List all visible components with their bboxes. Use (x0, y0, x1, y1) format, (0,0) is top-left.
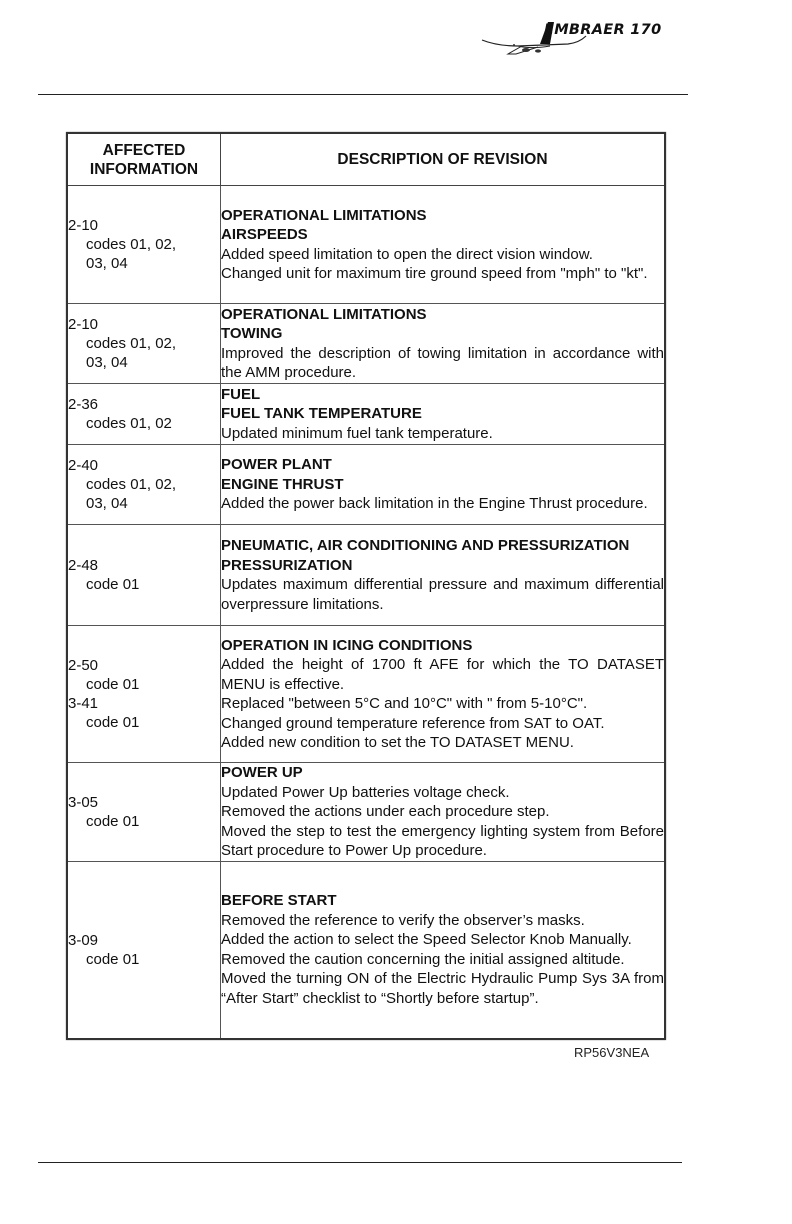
table-row (67, 861, 665, 1039)
revision-text: Moved the step to test the emergency lighting system from Before Start procedure to Power Up procedure. (221, 822, 664, 859)
column-header-description: DESCRIPTION OF REVISION (221, 133, 666, 186)
revision-text: Added the action to select the Speed Selector Knob Manually. (221, 931, 632, 949)
applicable-codes: code 01 (86, 812, 140, 830)
revision-text: Updates maximum differential pressure and maximum differential overpressure limitations. (221, 576, 664, 613)
section-reference: 2-10 (68, 217, 99, 234)
affected-information-cell (67, 763, 221, 862)
section-reference: 2-48 (68, 557, 99, 574)
table-row (67, 304, 665, 384)
revision-text: Added the height of 1700 ft AFE for which the TO DATASET MENU is effective. (221, 656, 664, 693)
document-reference: RP56V3NEA (574, 1045, 650, 1060)
affected-information-cell (67, 626, 221, 763)
revision-description-cell (221, 304, 666, 384)
revision-text: Improved the description of towing limitation in accordance with the AMM procedure. (221, 344, 664, 381)
revision-heading: BEFORE START (221, 892, 337, 910)
revision-heading: FUEL (221, 385, 261, 403)
header-word: INFORMATION (89, 160, 199, 178)
revision-heading: POWER UP (221, 764, 303, 781)
revision-heading: PRESSURIZATION (221, 556, 353, 574)
revision-heading: AIRSPEEDS (221, 226, 308, 243)
applicable-codes: code 01 (86, 676, 140, 693)
brand-wordmark: EMBRAER 170 (544, 22, 662, 38)
affected-information-cell (67, 525, 221, 626)
embraer-logo (478, 18, 683, 66)
revision-heading: PNEUMATIC, AIR CONDITIONING AND PRESSURIZATION (221, 537, 630, 554)
revision-description-cell (221, 186, 666, 304)
affected-information-cell (67, 384, 221, 445)
revision-text: Added the power back limitation in the Engine Thrust procedure. (221, 495, 648, 513)
section-reference: 3-09 (68, 931, 99, 949)
revision-text: Moved the turning ON of the Electric Hydraulic Pump Sys 3A from “After Start” checklist to “Shortly before startup”. (221, 970, 664, 1007)
revision-description-cell (221, 763, 666, 862)
affected-information-cell (67, 445, 221, 525)
table-row (67, 445, 665, 525)
applicable-codes: code 01 (86, 950, 140, 968)
revision-description-cell (221, 626, 666, 763)
applicable-codes: codes 01, 02, (86, 236, 177, 253)
revision-text: Updated Power Up batteries voltage check. (221, 783, 510, 801)
applicable-codes: 03, 04 (86, 495, 128, 512)
revision-text: Removed the reference to verify the observer’s masks. (221, 911, 585, 929)
section-reference: 3-05 (68, 793, 99, 811)
header-word: AFFECTED (102, 141, 186, 159)
revision-heading: OPERATION IN ICING CONDITIONS (221, 636, 473, 654)
table-row (67, 525, 665, 626)
revision-description-cell (221, 384, 666, 445)
section-reference: 2-36 (68, 396, 99, 413)
applicable-codes: codes 01, 02, (86, 335, 177, 352)
revision-heading: OPERATIONAL LIMITATIONS (221, 305, 427, 323)
applicable-codes: 03, 04 (86, 354, 128, 371)
revision-heading: ENGINE THRUST (221, 475, 344, 493)
revision-heading: FUEL TANK TEMPERATURE (221, 405, 422, 423)
section-reference: 3-41 (68, 695, 99, 712)
column-header-affected (67, 133, 221, 186)
footer-divider (38, 1162, 682, 1163)
applicable-codes: code 01 (86, 714, 140, 731)
revision-text: Removed the caution concerning the initial assigned altitude. (221, 950, 625, 968)
table-row (67, 763, 665, 862)
section-reference: 2-40 (68, 457, 99, 474)
revision-description-cell (221, 525, 666, 626)
revision-heading: OPERATIONAL LIMITATIONS (221, 206, 427, 224)
affected-information-cell (67, 304, 221, 384)
applicable-codes: 03, 04 (86, 255, 128, 272)
revision-text: Changed ground temperature reference from SAT to OAT. (221, 714, 605, 732)
header-divider (38, 94, 688, 95)
revision-description-cell (221, 861, 666, 1039)
table-row (67, 384, 665, 445)
revision-text: Removed the actions under each procedure step. (221, 803, 550, 820)
applicable-codes: code 01 (86, 576, 140, 593)
revision-text: Replaced "between 5°C and 10°C" with " from 5-10°C". (221, 695, 588, 712)
affected-information-cell (67, 861, 221, 1039)
revision-heading: POWER PLANT (221, 456, 332, 474)
table-row (67, 186, 665, 304)
affected-information-cell (67, 186, 221, 304)
applicable-codes: codes 01, 02 (86, 415, 172, 432)
revision-heading: TOWING (221, 325, 283, 342)
revision-table (66, 132, 666, 1040)
applicable-codes: codes 01, 02, (86, 476, 177, 493)
section-reference: 2-10 (68, 316, 99, 333)
revision-text: Added new condition to set the TO DATASET MENU. (221, 734, 574, 751)
revision-text: Changed unit for maximum tire ground speed from "mph" to "kt". (221, 265, 648, 282)
revision-description-cell (221, 445, 666, 525)
section-reference: 2-50 (68, 657, 99, 674)
revision-text: Added speed limitation to open the direct vision window. (221, 245, 593, 263)
table-header-row (67, 133, 665, 186)
revision-text: Updated minimum fuel tank temperature. (221, 424, 493, 442)
table-row (67, 626, 665, 763)
